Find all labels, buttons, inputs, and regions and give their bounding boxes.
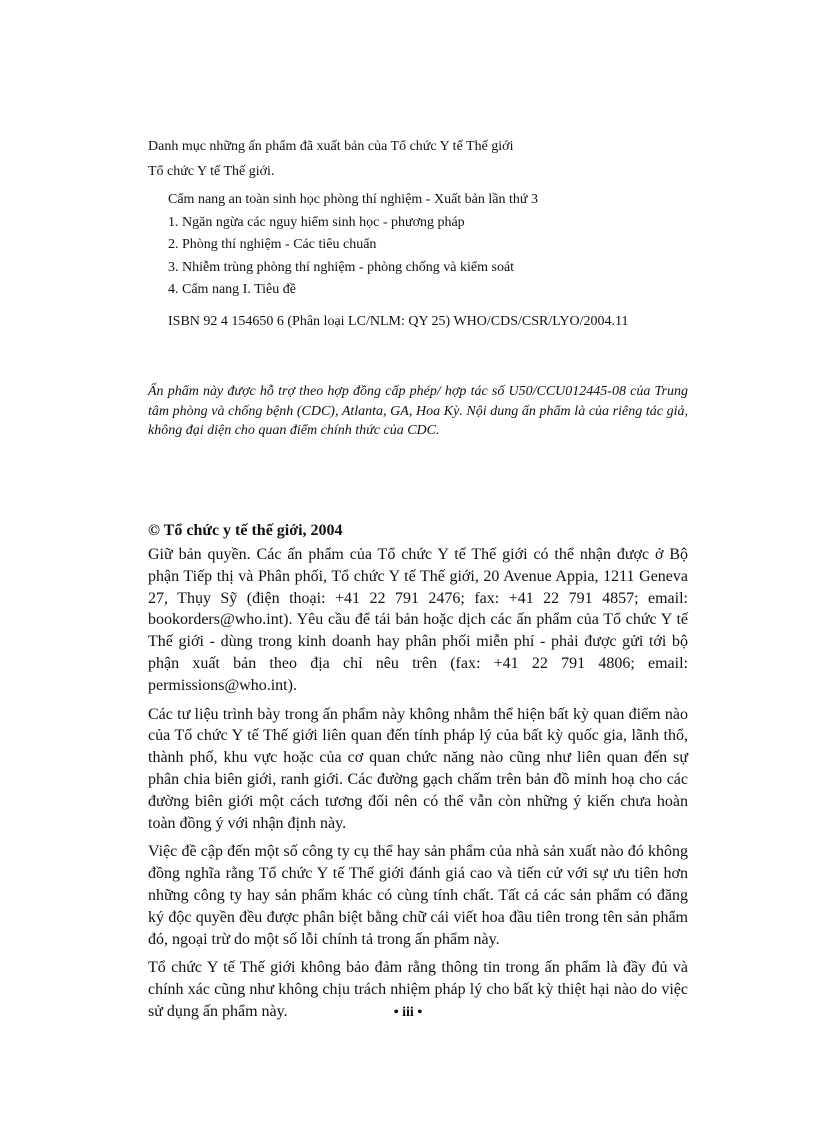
catalog-subject: 2. Phòng thí nghiệm - Các tiêu chuẩn [168, 237, 377, 252]
copyright-paragraph: Giữ bản quyền. Các ấn phẩm của Tổ chức Y tế Thế giới có thể nhận được ở Bộ phận Tiếp thị và Phân phối, Tổ chức Y tế Thế giới, 20 Avenue Appia, 1211 Geneva 27, Thụy Sỹ (điện thoại: +41 22 791 2476; fax: +41 22 791 4857; email: bookorders@who.int). Yêu cầu để tái bản hoặc dịch các ấn phẩm của Tổ chức Y tế Thế giới - dùng trong kinh doanh hay phân phối miễn phí - phải được gửi tới bộ phận xuất bản theo địa chỉ nêu trên (fax: +41 22 791 4806; email: permissions@who.int). [148, 546, 688, 694]
catalog-subject: 3. Nhiễm trùng phòng thí nghiệm - phòng chống và kiểm soát [168, 259, 515, 275]
catalog-subject: 4. Cẩm nang I. Tiêu đề [168, 282, 296, 297]
copyright-paragraph: Các tư liệu trình bày trong ấn phẩm này không nhằm thể hiện bất kỳ quan điểm nào của Tổ chức Y tế Thế giới liên quan đến tính pháp lý của bất kỳ quốc gia, lãnh thổ, thành phố, khu vực hoặc của cơ quan chức năng nào cũng như liên quan đến sự phân chia biên giới, ranh giới. Các đường gạch chấm trên bản đồ minh hoạ cho các đường biên giới một cách tương đối nên có thể vẫn còn những ý kiến chưa hoàn toàn đồng ý với nhận định này. [148, 705, 688, 832]
catalog-author: Tổ chức Y tế Thế giới. [148, 164, 275, 179]
support-note-text: Ấn phẩm này được hỗ trợ theo hợp đồng cấp phép/ hợp tác số U50/CCU012445-08 của Trung tâm phòng và chống bệnh (CDC), Atlanta, GA, Hoa Kỳ. Nội dung ấn phẩm là của riêng tác giả, không đại diện cho quan điểm chính thức của CDC. [148, 384, 688, 438]
isbn-line: ISBN 92 4 154650 6 (Phân loại LC/NLM: QY 25) WHO/CDS/CSR/LYO/2004.11 [168, 313, 629, 329]
page-number: • iii • [393, 1005, 423, 1020]
catalog-title: Cẩm nang an toàn sinh học phòng thí nghiệm - Xuất bản lần thứ 3 [168, 192, 538, 207]
catalog-heading: Danh mục những ấn phẩm đã xuất bản của Tổ chức Y tế Thế giới [148, 139, 514, 154]
copyright-paragraph: Tổ chức Y tế Thế giới không bảo đảm rằng thông tin trong ấn phẩm là đầy đủ và chính xác cũng như không chịu trách nhiệm pháp lý cho bất kỳ thiệt hại nào do việc sử dụng ấn phẩm này. [148, 959, 688, 1020]
copyright-heading: © Tổ chức y tế thế giới, 2004 [148, 522, 343, 539]
catalog-subject: 1. Ngăn ngừa các nguy hiểm sinh học - phương pháp [168, 214, 465, 230]
support-note [148, 382, 688, 441]
copyright-section [148, 522, 688, 1030]
catalog-block [148, 139, 708, 330]
copyright-paragraph: Việc đề cập đến một số công ty cụ thể hay sản phẩm của nhà sản xuất nào đó không đồng nghĩa rằng Tổ chức Y tế Thế giới đánh giá cao và tiến cử với sự ưu tiên hơn những công ty hay sản phẩm khác có cùng tính chất. Tất cả các sản phẩm có đăng ký độc quyền đều được phân biệt bằng chữ cái viết hoa đầu tiên trong tên sản phẩm đó, ngoại trừ do một số lỗi chính tả trong ấn phẩm này. [148, 843, 688, 948]
